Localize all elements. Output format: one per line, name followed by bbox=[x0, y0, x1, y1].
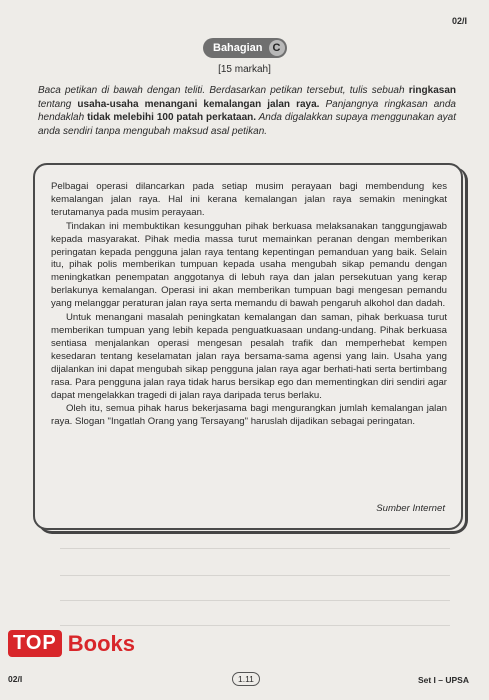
instructions-bold-3: tidak melebihi 100 patah perkataan. bbox=[87, 112, 257, 123]
passage-paragraph-1: Pelbagai operasi dilancarkan pada setiap musim perayaan bagi membendung kes kemalangan jalan raya. Hal ini kerana kemalangan jalan raya semakin meningkat terutamanya pada musim perayaan. bbox=[51, 181, 447, 218]
instructions bbox=[38, 84, 456, 138]
logo-books-text: Books bbox=[67, 630, 136, 656]
faint-show-through-line bbox=[60, 548, 450, 555]
passage-text bbox=[51, 181, 447, 430]
page-code-bottom: 02/I bbox=[8, 674, 23, 684]
logo-top-text: TOP bbox=[8, 630, 62, 657]
passage-paragraph-4: Oleh itu, semua pihak harus bekerjasama bagi mengurangkan jumlah kemalangan jalan raya. Slogan "Ingatlah Orang yang Tersayang" haruslah dijadikan sebagai peringatan. bbox=[51, 403, 447, 428]
passage-paragraph-3: Untuk menangani masalah peningkatan kemalangan dan saman, pihak berkuasa turut memberikan tumpuan yang lebih kepada penguatkuasaan undang-undang. Pihak berkuasa sentiasa menjalankan operasi mengesan pesalah trafik dan memperhebat kempen kesedaran tentang keselamatan jalan raya bersama-sama agensi yang lain. Usaha yang dijalankan ini dapat mengubah sikap pengguna jalan raya agar berhati-hati serta bertimbang rasa. Para pengguna jalan raya tidak harus bersikap ego dan mementingkan diri sendiri agar dapat mengelakkan tragedi di jalan raya daripada terus berlaku. bbox=[51, 312, 447, 401]
marks-label: [15 markah] bbox=[218, 64, 271, 75]
instructions-bold-1: ringkasan bbox=[408, 85, 456, 96]
instructions-bold-2: usaha-usaha menangani kemalangan jalan raya. bbox=[77, 98, 320, 110]
section-label: Bahagian bbox=[213, 42, 263, 54]
instructions-text-4: Anda digalakkan supaya menggunakan ayat anda sendiri tanpa mengubah maksud asal petikan. bbox=[38, 112, 457, 137]
passage-paragraph-2: Tindakan ini membuktikan kesungguhan pihak berkuasa melaksanakan tanggungjawab kepada masyarakat. Pihak media massa turut memainkan peranan dengan memberikan peringatan kepada pengguna jalan raya tentang kepentingan pemanduan yang baik. Selain itu, pihak polis memberikan tumpuan kepada usaha mengubah sikap pemandu dengan meningkatkan penempatan anggotanya di lebuh raya dan jalan persekutuan yang kerap berlakunya kemalangan. Operasi ini akan memberikan tumpuan bagi mengesan pemandu yang melanggar peraturan jalan raya serta memandu di bawah pengaruh alkohol dan dadah. bbox=[51, 220, 447, 310]
set-label: Set I – UPSA bbox=[417, 675, 469, 685]
faint-show-through-line bbox=[60, 575, 450, 582]
topbooks-logo bbox=[8, 630, 135, 657]
faint-show-through-line bbox=[60, 600, 450, 607]
instructions-text-1: Baca petikan di bawah dengan teliti. Berdasarkan petikan tersebut, tulis sebuah bbox=[38, 85, 409, 96]
page-number: 1.11 bbox=[232, 672, 260, 686]
section-heading bbox=[203, 38, 287, 58]
passage-box bbox=[33, 163, 463, 530]
instructions-text-2: tentang bbox=[38, 98, 78, 110]
page-code-top: 02/I bbox=[451, 16, 467, 26]
instructions-text-3: Panjangnya ringkasan anda hendaklah bbox=[38, 98, 456, 123]
section-letter: C bbox=[269, 40, 285, 56]
passage-source: Sumber Internet bbox=[376, 503, 445, 514]
